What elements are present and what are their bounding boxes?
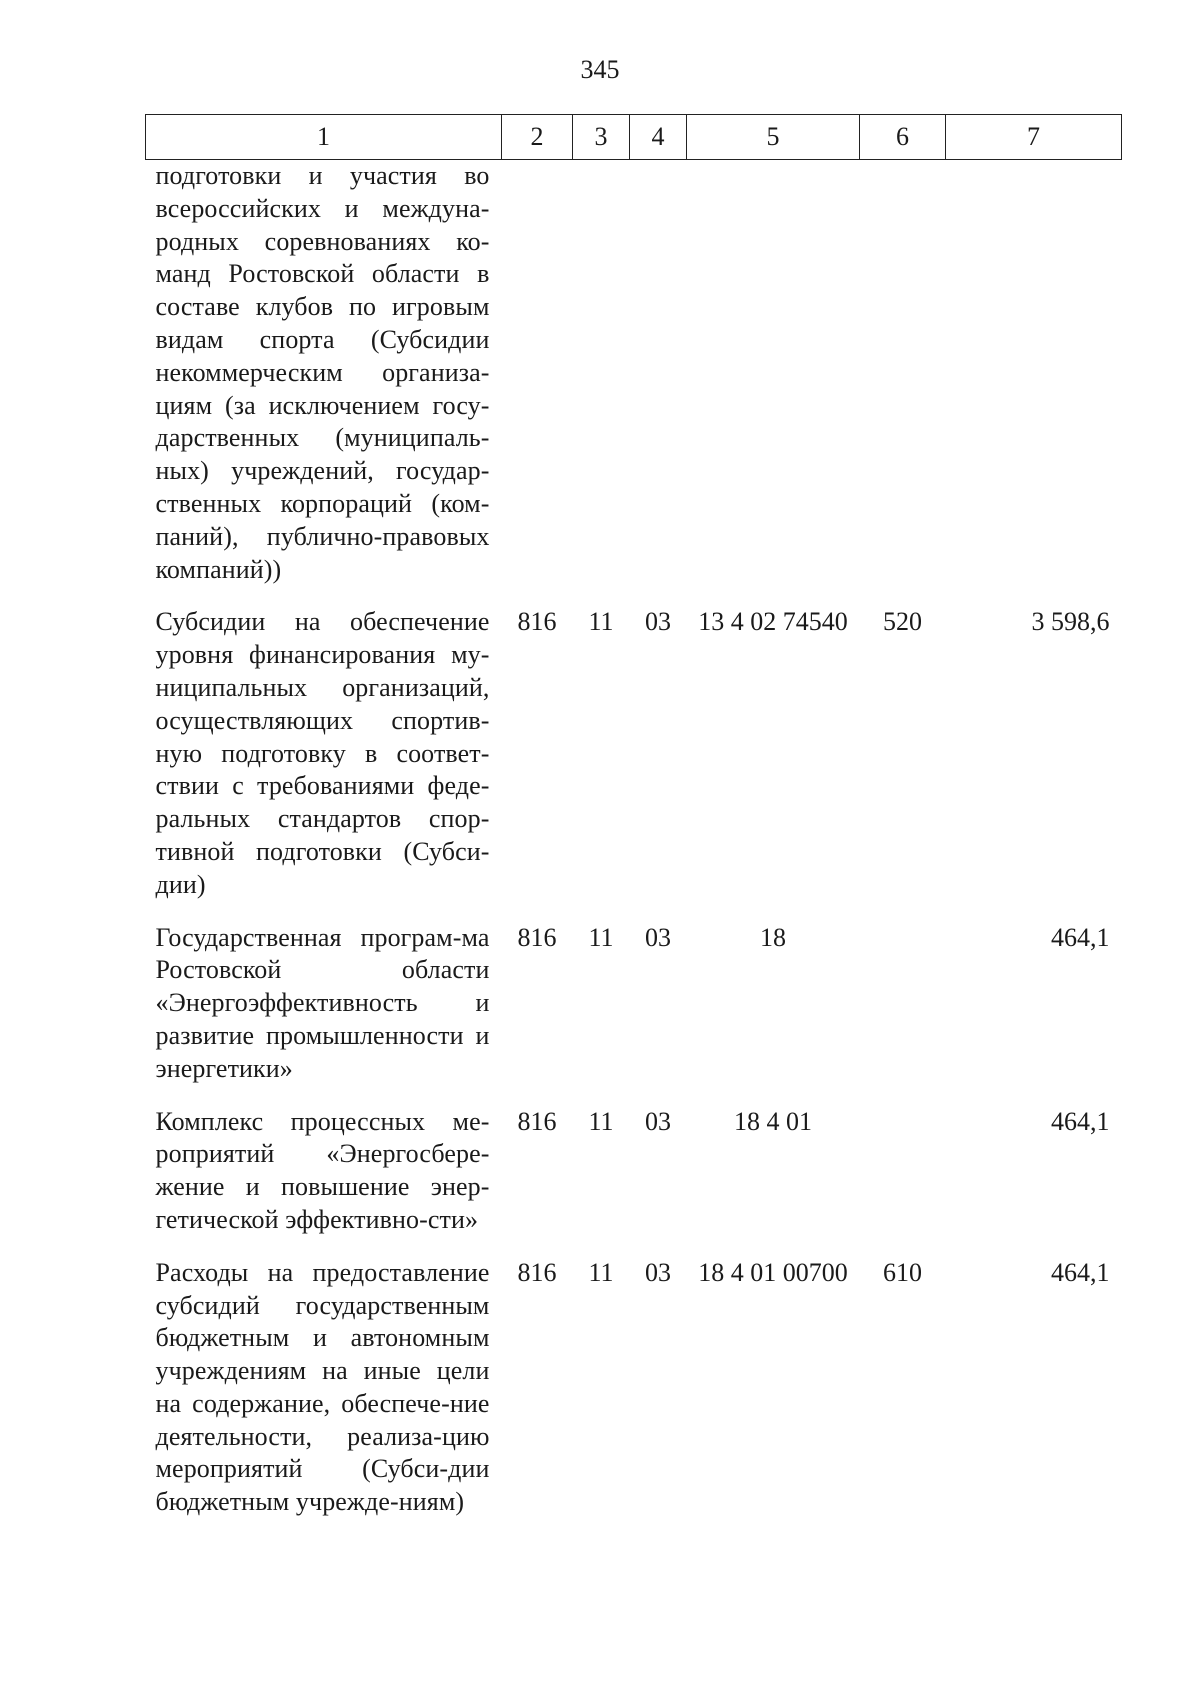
row-ministry-code: [502, 160, 573, 607]
header-col-5: 5: [687, 115, 860, 160]
row-amount: 464,1: [1051, 922, 1110, 952]
row-subsection: 03: [645, 607, 671, 637]
row-amount: 464,1: [1051, 1257, 1110, 1287]
row-amount: 464,1: [1051, 1106, 1110, 1136]
row-name: Комплекс процессных ме-роприятий «Энергосбере-жение и повышение энер-гетической эффективно-сти»: [155, 1106, 490, 1234]
header-row: [146, 115, 1122, 160]
row-expense-type: [860, 1106, 946, 1257]
page-number: 345: [580, 55, 620, 84]
table-row: [146, 160, 1122, 607]
header-col-2: 2: [502, 115, 573, 160]
row-amount: 3 598,6: [1031, 607, 1110, 637]
row-expense-type: [860, 922, 946, 1106]
row-section: 11: [588, 607, 614, 637]
header-col-4: 4: [630, 115, 687, 160]
row-target-article: 18 4 01: [734, 1106, 812, 1136]
row-target-article: 13 4 02 74540: [698, 607, 848, 637]
row-amount: [946, 160, 1122, 607]
row-ministry-code: 816: [517, 1257, 557, 1287]
table-row: [146, 606, 1122, 921]
row-name: Государственная програм-ма Ростовской области «Энергоэффективность и развитие промышленности и энергетики»: [155, 922, 490, 1083]
table-row: [146, 1106, 1122, 1257]
row-target-article: [687, 160, 860, 607]
row-ministry-code: 816: [517, 922, 557, 952]
row-subsection: 03: [645, 1106, 671, 1136]
table-row: [146, 922, 1122, 1106]
row-subsection: [630, 160, 687, 607]
row-name: подготовки и участия во всероссийских и междуна-родных соревнованиях ко-манд Ростовской области в составе клубов по игровым видам спорта (Субсидии некоммерческим организа-циям (за исключением госу-дарственных (муниципаль-ных) учреждений, государ-ственных корпораций (ком-паний), публично-правовых компаний)): [155, 161, 490, 584]
table-row: [146, 1257, 1122, 1539]
row-expense-type: 520: [883, 607, 922, 637]
header-col-3: 3: [573, 115, 630, 160]
row-ministry-code: 816: [517, 1106, 557, 1136]
row-target-article: 18: [760, 922, 786, 952]
row-name: Расходы на предоставление субсидий государственным бюджетным и автономным учреждениям на иные цели на содержание, обеспече-ние деятельности, реализа-цию мероприятий (Субси-дии бюджетным учрежде-ниям): [155, 1257, 490, 1517]
budget-table: [145, 114, 1122, 1539]
row-subsection: 03: [645, 922, 671, 952]
row-section: 11: [588, 922, 614, 952]
row-subsection: 03: [645, 1257, 671, 1287]
header-col-1: 1: [146, 115, 502, 160]
row-target-article: 18 4 01 00700: [698, 1257, 848, 1287]
header-col-6: 6: [860, 115, 946, 160]
row-expense-type: [860, 160, 946, 607]
row-ministry-code: 816: [517, 607, 557, 637]
header-col-7: 7: [946, 115, 1122, 160]
row-expense-type: 610: [883, 1257, 922, 1287]
row-section: 11: [588, 1257, 614, 1287]
row-name: Субсидии на обеспечение уровня финансирования му-ниципальных организаций, осуществляющих спортив-ную подготовку в соответ-ствии с требованиями феде-ральных стандартов спор-тивной подготовки (Субси-дии): [155, 607, 490, 899]
row-section: [573, 160, 630, 607]
row-section: 11: [588, 1106, 614, 1136]
